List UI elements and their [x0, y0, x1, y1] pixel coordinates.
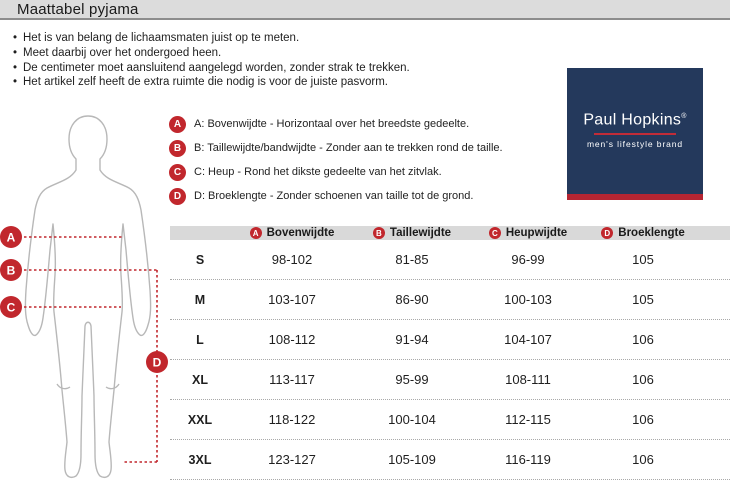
header-b-label: Taillewijdte — [389, 227, 452, 239]
taillewijdte-value: 105-109 — [388, 452, 436, 467]
header-a-label: Bovenwijdte — [266, 227, 335, 239]
header-c-label: Heupwijdte — [505, 227, 568, 239]
legend-b-text: B: Taillewijdte/bandwijdte - Zonder aan te trekken rond de taille. — [194, 142, 503, 154]
table-row-s — [170, 240, 730, 280]
legend-item — [169, 112, 503, 136]
taillewijdte-value: 86-90 — [395, 292, 429, 307]
instruction-item: • Meet daarbij over het ondergoed heen. — [13, 46, 533, 61]
instruction-item: • Het is van belang de lichaamsmaten juist op te meten. — [13, 31, 533, 46]
brand-logo — [567, 68, 703, 200]
instruction-item: • De centimeter moet aansluitend aangelegd worden, zonder strak te trekken. — [13, 61, 533, 76]
header-taillewijdte — [354, 226, 470, 240]
measurement-legend — [169, 112, 503, 208]
broeklengte-value: 106 — [632, 372, 654, 387]
brand-name — [583, 108, 686, 129]
legend-d-badge: D — [169, 188, 186, 205]
legend-d-text: D: Broeklengte - Zonder schoenen van taille tot de grond. — [194, 190, 474, 202]
size-table-header — [170, 226, 730, 240]
size-column-header — [170, 226, 230, 240]
broeklengte-value: 106 — [632, 332, 654, 347]
table-row-3xl — [170, 440, 730, 480]
taillewijdte-value: 100-104 — [388, 412, 436, 427]
broeklengte-value: 105 — [632, 252, 654, 267]
marker-b-letter: B — [6, 263, 16, 278]
taillewijdte-value: 95-99 — [395, 372, 429, 387]
bovenwijdte-value: 118-122 — [268, 412, 316, 427]
legend-c-text: C: Heup - Rond het dikste gedeelte van het zitvlak. — [194, 166, 442, 178]
size-label: 3XL — [188, 452, 212, 467]
marker-c-letter: C — [6, 300, 16, 315]
heupwijdte-value: 104-107 — [504, 332, 552, 347]
header-d-badge: D — [601, 227, 613, 239]
measurement-instructions — [13, 31, 533, 90]
brand-tagline: men's lifestyle brand — [586, 139, 684, 150]
size-label: S — [195, 252, 205, 267]
size-label: XXL — [187, 412, 213, 427]
header-broeklengte — [586, 226, 700, 240]
bovenwijdte-value: 103-107 — [268, 292, 316, 307]
marker-d-letter: D — [152, 355, 162, 370]
legend-b-badge: B — [169, 140, 186, 157]
table-row-xl — [170, 360, 730, 400]
header-c-badge: C — [489, 227, 501, 239]
table-row-m — [170, 280, 730, 320]
broeklengte-value: 106 — [632, 452, 654, 467]
size-table — [170, 226, 730, 480]
body-silhouette — [25, 116, 150, 477]
heupwijdte-value: 96-99 — [511, 252, 545, 267]
logo-bottom-strip — [567, 194, 703, 200]
heupwijdte-value: 112-115 — [505, 412, 551, 427]
broeklengte-value: 106 — [632, 412, 654, 427]
legend-item — [169, 160, 503, 184]
bovenwijdte-value: 98-102 — [271, 252, 313, 267]
size-label: M — [194, 292, 206, 307]
legend-c-badge: C — [169, 164, 186, 181]
brand-name-text: Paul Hopkins — [583, 111, 682, 129]
legend-item — [169, 136, 503, 160]
header-a-badge: A — [250, 227, 262, 239]
header-bovenwijdte — [230, 226, 354, 240]
marker-a-letter: A — [6, 230, 16, 245]
registered-mark: ® — [681, 113, 687, 120]
header-heupwijdte — [470, 226, 586, 240]
taillewijdte-value: 91-94 — [395, 332, 429, 347]
instruction-item: • Het artikel zelf heeft de extra ruimte die nodig is voor de juiste pasvorm. — [13, 75, 533, 90]
page-title: Maattabel pyjama — [0, 0, 730, 20]
legend-a-badge: A — [169, 116, 186, 133]
heupwijdte-value: 100-103 — [504, 292, 552, 307]
table-row-xxl — [170, 400, 730, 440]
size-label: L — [196, 332, 204, 347]
header-b-badge: B — [373, 227, 385, 239]
size-label: XL — [192, 372, 208, 387]
bovenwijdte-value: 123-127 — [268, 452, 316, 467]
logo-divider — [594, 133, 676, 135]
taillewijdte-value: 81-85 — [395, 252, 429, 267]
legend-a-text: A: Bovenwijdte - Horizontaal over het breedste gedeelte. — [194, 118, 470, 130]
heupwijdte-value: 116-119 — [505, 452, 551, 467]
legend-item — [169, 184, 503, 208]
body-measurement-figure — [0, 110, 170, 482]
bovenwijdte-value: 108-112 — [268, 332, 316, 347]
header-d-label: Broeklengte — [618, 227, 685, 239]
heupwijdte-value: 108-111 — [505, 372, 551, 387]
bovenwijdte-value: 113-117 — [269, 372, 315, 387]
broeklengte-value: 105 — [632, 292, 654, 307]
table-row-l — [170, 320, 730, 360]
